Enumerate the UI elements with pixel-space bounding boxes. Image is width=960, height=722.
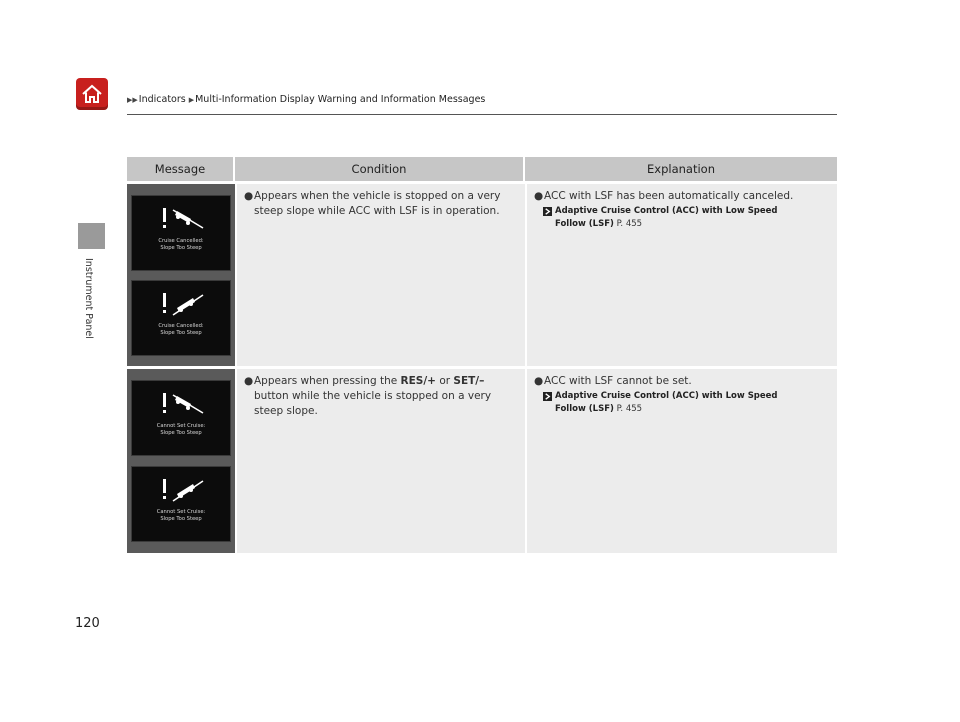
xref-title: Adaptive Cruise Control (ACC) with Low Speed xyxy=(555,206,778,216)
column-header-condition: Condition xyxy=(235,157,525,181)
chapter-label: Instrument Panel xyxy=(83,258,94,339)
screen-message-line1: Cruise Cancelled: xyxy=(158,322,204,329)
display-screen xyxy=(131,466,231,542)
vehicle-downhill-icon xyxy=(161,206,205,232)
xref-arrow-icon xyxy=(543,207,552,216)
xref-title: Follow (LSF) xyxy=(555,404,614,414)
display-screen xyxy=(131,280,231,356)
condition-bullet: ● Appears when the vehicle is stopped on a very steep slope while ACC with LSF is in operation. xyxy=(244,189,519,219)
vehicle-uphill-icon xyxy=(161,477,205,503)
screen-message-line2: Slope Too Steep xyxy=(160,244,202,251)
table-row xyxy=(127,184,837,366)
condition-cell xyxy=(235,369,525,553)
screen-message-line2: Slope Too Steep xyxy=(160,516,202,522)
breadcrumb-arrow-icon: ▶▶ xyxy=(127,95,138,104)
screen-message-line1: Cruise Cancelled: xyxy=(158,237,204,244)
screen-message-line2: Slope Too Steep xyxy=(160,329,202,336)
vehicle-downhill-icon xyxy=(161,391,205,417)
xref-title: Follow (LSF) xyxy=(555,219,614,229)
header-divider xyxy=(127,114,837,115)
column-header-explanation: Explanation xyxy=(647,162,715,176)
screen-message-line1: Cannot Set Cruise: xyxy=(156,423,206,429)
home-icon xyxy=(80,82,104,106)
breadcrumb-link-current[interactable]: Multi-Information Display Warning and Information Messages xyxy=(195,94,486,105)
explanation-text: ACC with LSF has been automatically canceled. xyxy=(544,190,794,202)
xref-page: P. 455 xyxy=(616,219,643,229)
xref-page: P. 455 xyxy=(616,404,643,414)
cross-reference-link[interactable] xyxy=(543,390,831,416)
table-row xyxy=(127,369,837,553)
set-button-label: SET/– xyxy=(453,375,485,387)
screen-message-line1: Cannot Set Cruise: xyxy=(156,509,206,515)
cross-reference-link[interactable] xyxy=(543,205,831,231)
page-number: 120 xyxy=(75,616,100,631)
home-button[interactable] xyxy=(76,78,108,110)
condition-text: Appears when pressing the RES/+ or SET/– button while the vehicle is stopped on a very steep slope. xyxy=(254,375,492,417)
display-screen xyxy=(131,380,231,456)
chapter-tab[interactable] xyxy=(78,223,105,249)
explanation-bullet: ● ACC with LSF cannot be set. xyxy=(534,375,692,387)
message-cell xyxy=(127,369,235,553)
table-header xyxy=(127,157,837,181)
condition-cell xyxy=(235,184,525,366)
condition-bullet: ● Appears when pressing the RES/+ or SET/– button while the vehicle is stopped on a very steep slope. xyxy=(244,374,519,419)
xref-arrow-icon xyxy=(543,392,552,401)
column-header-message: Message xyxy=(127,157,235,181)
res-button-label: RES/+ xyxy=(400,375,436,387)
vehicle-uphill-icon xyxy=(161,291,205,317)
explanation-cell xyxy=(525,369,837,553)
xref-title: Adaptive Cruise Control (ACC) with Low Speed xyxy=(555,391,778,401)
breadcrumb-arrow-icon: ▶ xyxy=(188,95,195,104)
condition-text: Appears when the vehicle is stopped on a very steep slope while ACC with LSF is in operation. xyxy=(254,190,501,217)
explanation-text: ACC with LSF cannot be set. xyxy=(544,375,692,387)
breadcrumb-link-indicators[interactable]: Indicators xyxy=(138,94,186,105)
screen-message-line2: Slope Too Steep xyxy=(160,430,202,436)
explanation-bullet: ● ACC with LSF has been automatically canceled. xyxy=(534,190,794,202)
explanation-cell xyxy=(525,184,837,366)
display-screen xyxy=(131,195,231,271)
message-cell xyxy=(127,184,235,366)
breadcrumb xyxy=(127,94,488,105)
message-table xyxy=(127,157,837,553)
